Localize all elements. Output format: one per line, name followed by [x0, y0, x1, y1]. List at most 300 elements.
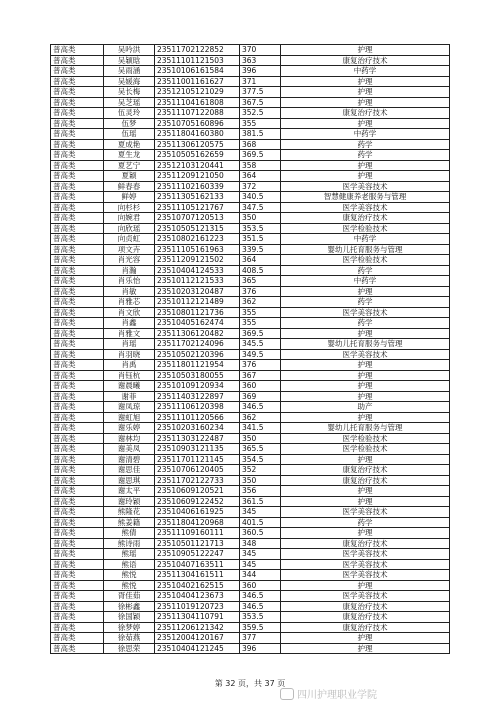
exam-id-cell: 23510404121245 [155, 643, 240, 654]
student-name-cell: 向欣瑶 [104, 223, 155, 234]
major-cell: 护理 [281, 454, 450, 465]
table-row [51, 286, 450, 297]
student-name-cell: 熊语 [104, 559, 155, 570]
score-cell: 365.5 [240, 444, 281, 455]
score-cell: 401.5 [240, 517, 281, 528]
major-cell: 医学美容技术 [281, 307, 450, 318]
table-row [51, 318, 450, 329]
student-name-cell: 肖瑶 [104, 339, 155, 350]
major-cell: 康复治疗技术 [281, 213, 450, 224]
table-row [51, 444, 450, 455]
exam-id-cell: 23511303122487 [155, 433, 240, 444]
category-cell: 普高类 [51, 465, 104, 476]
table-row [51, 591, 450, 602]
student-name-cell: 肖雅文 [104, 328, 155, 339]
major-cell: 护理 [281, 360, 450, 371]
category-cell: 普高类 [51, 108, 104, 119]
table-row [51, 213, 450, 224]
category-cell: 普高类 [51, 223, 104, 234]
exam-id-cell: 23510802161223 [155, 234, 240, 245]
exam-id-cell: 23511403122897 [155, 391, 240, 402]
student-name-cell: 夏颖 [104, 171, 155, 182]
score-cell: 364 [240, 171, 281, 182]
table-row [51, 549, 450, 560]
score-cell: 345 [240, 507, 281, 518]
major-cell: 助产 [281, 402, 450, 413]
category-cell: 普高类 [51, 76, 104, 87]
major-cell: 药学 [281, 150, 450, 161]
table-row [51, 580, 450, 591]
student-name-cell: 吴芝瑶 [104, 97, 155, 108]
major-cell: 护理 [281, 643, 450, 654]
table-row [51, 234, 450, 245]
category-cell: 普高类 [51, 87, 104, 98]
table-row [51, 202, 450, 213]
exam-id-cell: 23510706120405 [155, 465, 240, 476]
score-cell: 358 [240, 160, 281, 171]
student-name-cell: 伍灵玲 [104, 108, 155, 119]
major-cell: 护理 [281, 496, 450, 507]
exam-id-cell: 23510106161584 [155, 66, 240, 77]
exam-id-cell: 23510503180055 [155, 370, 240, 381]
student-name-cell: 向杉杉 [104, 202, 155, 213]
table-row [51, 391, 450, 402]
score-cell: 371 [240, 76, 281, 87]
category-cell: 普高类 [51, 192, 104, 203]
table-row [51, 601, 450, 612]
major-cell: 医学美容技术 [281, 507, 450, 518]
student-name-cell: 徐思荣 [104, 643, 155, 654]
student-name-cell: 肖羽晓 [104, 349, 155, 360]
major-cell: 医学检验技术 [281, 223, 450, 234]
score-cell: 381.5 [240, 129, 281, 140]
student-name-cell: 谢晨曦 [104, 381, 155, 392]
exam-id-cell: 23510109120934 [155, 381, 240, 392]
table-row [51, 139, 450, 150]
category-cell: 普高类 [51, 349, 104, 360]
student-name-cell: 夏生龙 [104, 150, 155, 161]
score-cell: 396 [240, 643, 281, 654]
exam-id-cell: 23511702122733 [155, 475, 240, 486]
student-name-cell: 夏艺宁 [104, 160, 155, 171]
weibo-watermark [280, 686, 377, 701]
score-cell: 346.5 [240, 591, 281, 602]
table-row [51, 76, 450, 87]
score-cell: 364 [240, 255, 281, 266]
exam-id-cell: 23511109160111 [155, 528, 240, 539]
category-cell: 普高类 [51, 423, 104, 434]
score-cell: 349.5 [240, 349, 281, 360]
student-name-cell: 吴雨涵 [104, 66, 155, 77]
table-row [51, 381, 450, 392]
table-row [51, 192, 450, 203]
score-cell: 369.5 [240, 150, 281, 161]
score-cell: 355 [240, 118, 281, 129]
major-cell: 中药学 [281, 66, 450, 77]
category-cell: 普高类 [51, 486, 104, 497]
category-cell: 普高类 [51, 307, 104, 318]
score-cell: 346.5 [240, 402, 281, 413]
exam-id-cell: 23510402162515 [155, 580, 240, 591]
score-cell: 365 [240, 276, 281, 287]
exam-id-cell: 23510112121489 [155, 297, 240, 308]
category-cell: 普高类 [51, 381, 104, 392]
exam-id-cell: 23510112121533 [155, 276, 240, 287]
score-cell: 369 [240, 391, 281, 402]
exam-id-cell: 23511107122088 [155, 108, 240, 119]
major-cell: 药学 [281, 318, 450, 329]
student-name-cell: 谢美凤 [104, 444, 155, 455]
exam-id-cell: 23510404124533 [155, 265, 240, 276]
student-name-cell: 谢林均 [104, 433, 155, 444]
student-name-cell: 谢乐婷 [104, 423, 155, 434]
exam-id-cell: 23511101121503 [155, 55, 240, 66]
score-cell: 350 [240, 475, 281, 486]
table-row [51, 454, 450, 465]
major-cell: 婴幼儿托育服务与管理 [281, 244, 450, 255]
score-cell: 360.5 [240, 528, 281, 539]
major-cell: 康复治疗技术 [281, 601, 450, 612]
student-name-cell: 项文卉 [104, 244, 155, 255]
exam-id-cell: 23511306120482 [155, 328, 240, 339]
student-name-cell: 谢思佳 [104, 465, 155, 476]
category-cell: 普高类 [51, 318, 104, 329]
major-cell: 护理 [281, 528, 450, 539]
exam-id-cell: 23511105161963 [155, 244, 240, 255]
category-cell: 普高类 [51, 139, 104, 150]
table-row [51, 633, 450, 644]
student-name-cell: 吴媛海 [104, 76, 155, 87]
table-row [51, 412, 450, 423]
table-row [51, 223, 450, 234]
major-cell: 医学检验技术 [281, 433, 450, 444]
category-cell: 普高类 [51, 538, 104, 549]
score-cell: 355 [240, 318, 281, 329]
score-cell: 351.5 [240, 234, 281, 245]
table-row [51, 612, 450, 623]
table-row [51, 517, 450, 528]
major-cell: 康复治疗技术 [281, 622, 450, 633]
major-cell: 护理 [281, 381, 450, 392]
table-row [51, 307, 450, 318]
category-cell: 普高类 [51, 66, 104, 77]
score-cell: 345 [240, 549, 281, 560]
table-row [51, 160, 450, 171]
student-name-cell: 谢清碧 [104, 454, 155, 465]
student-name-cell: 肖钰杭 [104, 370, 155, 381]
score-cell: 367.5 [240, 97, 281, 108]
category-cell: 普高类 [51, 496, 104, 507]
score-cell: 350 [240, 433, 281, 444]
major-cell: 护理 [281, 391, 450, 402]
category-cell: 普高类 [51, 265, 104, 276]
table-row [51, 265, 450, 276]
student-name-cell: 熊姜籍 [104, 517, 155, 528]
table-row [51, 118, 450, 129]
table-row [51, 150, 450, 161]
major-cell: 护理 [281, 580, 450, 591]
major-cell: 护理 [281, 486, 450, 497]
student-name-cell: 熊隆花 [104, 507, 155, 518]
student-name-cell: 肖文欣 [104, 307, 155, 318]
table-row [51, 360, 450, 371]
student-name-cell: 鲜婷 [104, 192, 155, 203]
student-name-cell: 向贞虹 [104, 234, 155, 245]
table-row [51, 402, 450, 413]
major-cell: 护理 [281, 171, 450, 182]
category-cell: 普高类 [51, 97, 104, 108]
category-cell: 普高类 [51, 402, 104, 413]
major-cell: 护理 [281, 97, 450, 108]
score-cell: 368 [240, 139, 281, 150]
student-name-cell: 熊倩 [104, 528, 155, 539]
student-name-cell: 谢菲 [104, 391, 155, 402]
major-cell: 康复治疗技术 [281, 538, 450, 549]
exam-id-cell: 23511019120723 [155, 601, 240, 612]
category-cell: 普高类 [51, 171, 104, 182]
score-cell: 355 [240, 307, 281, 318]
student-name-cell: 肖鑫 [104, 318, 155, 329]
score-cell: 370 [240, 45, 281, 56]
exam-id-cell: 23511804160380 [155, 129, 240, 140]
table-row [51, 55, 450, 66]
major-cell: 护理 [281, 160, 450, 171]
score-cell: 350 [240, 213, 281, 224]
score-cell: 353.5 [240, 612, 281, 623]
table-row [51, 349, 450, 360]
category-cell: 普高类 [51, 328, 104, 339]
student-name-cell: 伍瑶 [104, 129, 155, 140]
score-cell: 353.5 [240, 223, 281, 234]
table-row [51, 643, 450, 654]
table-row [51, 423, 450, 434]
category-cell: 普高类 [51, 528, 104, 539]
score-cell: 360 [240, 580, 281, 591]
category-cell: 普高类 [51, 339, 104, 350]
student-name-cell: 肖雅芯 [104, 297, 155, 308]
score-cell: 341.5 [240, 423, 281, 434]
exam-id-cell: 23511801121954 [155, 360, 240, 371]
category-cell: 普高类 [51, 475, 104, 486]
major-cell: 婴幼儿托育服务与管理 [281, 423, 450, 434]
exam-id-cell: 23511001161627 [155, 76, 240, 87]
exam-id-cell: 23510203120487 [155, 286, 240, 297]
score-cell: 345 [240, 559, 281, 570]
score-cell: 352 [240, 465, 281, 476]
category-cell: 普高类 [51, 612, 104, 623]
exam-id-cell: 23511209121502 [155, 255, 240, 266]
category-cell: 普高类 [51, 181, 104, 192]
exam-id-cell: 23510203160234 [155, 423, 240, 434]
student-name-cell: 夏成艳 [104, 139, 155, 150]
category-cell: 普高类 [51, 370, 104, 381]
category-cell: 普高类 [51, 633, 104, 644]
major-cell: 中药学 [281, 234, 450, 245]
category-cell: 普高类 [51, 244, 104, 255]
exam-id-cell: 23510905122247 [155, 549, 240, 560]
category-cell: 普高类 [51, 601, 104, 612]
student-name-cell: 肖光容 [104, 255, 155, 266]
table-row [51, 97, 450, 108]
table-row [51, 244, 450, 255]
major-cell: 医学美容技术 [281, 591, 450, 602]
watermark-text: 四川护理职业学院 [297, 690, 377, 701]
exam-id-cell: 23511306120575 [155, 139, 240, 150]
table-row [51, 339, 450, 350]
category-cell: 普高类 [51, 129, 104, 140]
score-cell: 348 [240, 538, 281, 549]
table-row [51, 66, 450, 77]
table-row [51, 255, 450, 266]
category-cell: 普高类 [51, 549, 104, 560]
exam-id-cell: 23510705160896 [155, 118, 240, 129]
student-name-cell: 徐茹燕 [104, 633, 155, 644]
major-cell: 康复治疗技术 [281, 465, 450, 476]
student-name-cell: 徐梦婷 [104, 622, 155, 633]
exam-id-cell: 23511304110791 [155, 612, 240, 623]
major-cell: 护理 [281, 87, 450, 98]
score-cell: 362 [240, 297, 281, 308]
exam-id-cell: 23511304161511 [155, 570, 240, 581]
table-row [51, 528, 450, 539]
category-cell: 普高类 [51, 150, 104, 161]
score-cell: 372 [240, 181, 281, 192]
major-cell: 药学 [281, 297, 450, 308]
exam-id-cell: 23510405162474 [155, 318, 240, 329]
major-cell: 康复治疗技术 [281, 55, 450, 66]
student-name-cell: 肖乐怡 [104, 276, 155, 287]
category-cell: 普高类 [51, 297, 104, 308]
category-cell: 普高类 [51, 234, 104, 245]
roster-table-body [51, 45, 450, 654]
student-name-cell: 伍梦 [104, 118, 155, 129]
score-cell: 361.5 [240, 496, 281, 507]
page-footer: 第 32 页，共 37 页 [214, 679, 286, 688]
category-cell: 普高类 [51, 433, 104, 444]
major-cell: 婴幼儿托育服务与管理 [281, 339, 450, 350]
category-cell: 普高类 [51, 202, 104, 213]
student-name-cell: 徐彬鑫 [104, 601, 155, 612]
category-cell: 普高类 [51, 360, 104, 371]
table-row [51, 276, 450, 287]
score-cell: 344 [240, 570, 281, 581]
score-cell: 363 [240, 55, 281, 66]
major-cell: 康复治疗技术 [281, 612, 450, 623]
table-row [51, 538, 450, 549]
major-cell: 药学 [281, 517, 450, 528]
score-cell: 340.5 [240, 192, 281, 203]
major-cell: 医学美容技术 [281, 181, 450, 192]
student-name-cell: 徐国颖 [104, 612, 155, 623]
student-name-cell: 谢思琪 [104, 475, 155, 486]
exam-id-cell: 23512105121029 [155, 87, 240, 98]
exam-id-cell: 23512103120441 [155, 160, 240, 171]
student-name-cell: 胥佳茹 [104, 591, 155, 602]
exam-id-cell: 23511702122852 [155, 45, 240, 56]
exam-id-cell: 23511206121342 [155, 622, 240, 633]
exam-id-cell: 23511804120968 [155, 517, 240, 528]
score-cell: 376 [240, 360, 281, 371]
exam-id-cell: 23511104161808 [155, 97, 240, 108]
score-cell: 360 [240, 381, 281, 392]
major-cell: 护理 [281, 328, 450, 339]
student-name-cell: 肖敏 [104, 286, 155, 297]
major-cell: 中药学 [281, 129, 450, 140]
table-row [51, 108, 450, 119]
admission-roster-table [50, 44, 450, 654]
weibo-logo-icon [280, 688, 294, 700]
table-row [51, 328, 450, 339]
category-cell: 普高类 [51, 580, 104, 591]
score-cell: 367 [240, 370, 281, 381]
category-cell: 普高类 [51, 591, 104, 602]
exam-id-cell: 23511101120566 [155, 412, 240, 423]
student-name-cell: 谢凤琼 [104, 402, 155, 413]
student-name-cell: 吴吟洪 [104, 45, 155, 56]
score-cell: 347.5 [240, 202, 281, 213]
category-cell: 普高类 [51, 160, 104, 171]
score-cell: 346.5 [240, 601, 281, 612]
major-cell: 护理 [281, 633, 450, 644]
category-cell: 普高类 [51, 559, 104, 570]
student-name-cell: 肖瀚 [104, 265, 155, 276]
table-row [51, 297, 450, 308]
table-row [51, 507, 450, 518]
exam-id-cell: 23511105121767 [155, 202, 240, 213]
major-cell: 中药学 [281, 276, 450, 287]
table-row [51, 465, 450, 476]
score-cell: 354.5 [240, 454, 281, 465]
major-cell: 护理 [281, 118, 450, 129]
table-row [51, 486, 450, 497]
exam-id-cell: 23510801121736 [155, 307, 240, 318]
exam-id-cell: 23511102160339 [155, 181, 240, 192]
score-cell: 377.5 [240, 87, 281, 98]
student-name-cell: 谢太平 [104, 486, 155, 497]
major-cell: 医学美容技术 [281, 570, 450, 581]
score-cell: 396 [240, 66, 281, 77]
major-cell: 医学美容技术 [281, 549, 450, 560]
exam-id-cell: 23510406161925 [155, 507, 240, 518]
major-cell: 护理 [281, 286, 450, 297]
major-cell: 护理 [281, 370, 450, 381]
table-row [51, 559, 450, 570]
category-cell: 普高类 [51, 507, 104, 518]
student-name-cell: 谢玲颖 [104, 496, 155, 507]
exam-id-cell: 23510609120521 [155, 486, 240, 497]
major-cell: 医学美容技术 [281, 202, 450, 213]
student-name-cell: 熊诗雨 [104, 538, 155, 549]
student-name-cell: 肖禹 [104, 360, 155, 371]
table-row [51, 433, 450, 444]
exam-id-cell: 23512004120167 [155, 633, 240, 644]
score-cell: 345.5 [240, 339, 281, 350]
category-cell: 普高类 [51, 213, 104, 224]
exam-id-cell: 23510404123673 [155, 591, 240, 602]
table-row [51, 570, 450, 581]
score-cell: 377 [240, 633, 281, 644]
student-name-cell: 熊瑶 [104, 549, 155, 560]
score-cell: 376 [240, 286, 281, 297]
major-cell: 医学检验技术 [281, 444, 450, 455]
exam-id-cell: 23511305162133 [155, 192, 240, 203]
exam-id-cell: 23510505121315 [155, 223, 240, 234]
student-name-cell: 熊悦 [104, 570, 155, 581]
score-cell: 356 [240, 486, 281, 497]
table-row [51, 129, 450, 140]
major-cell: 医学美容技术 [281, 349, 450, 360]
major-cell: 护理 [281, 45, 450, 56]
